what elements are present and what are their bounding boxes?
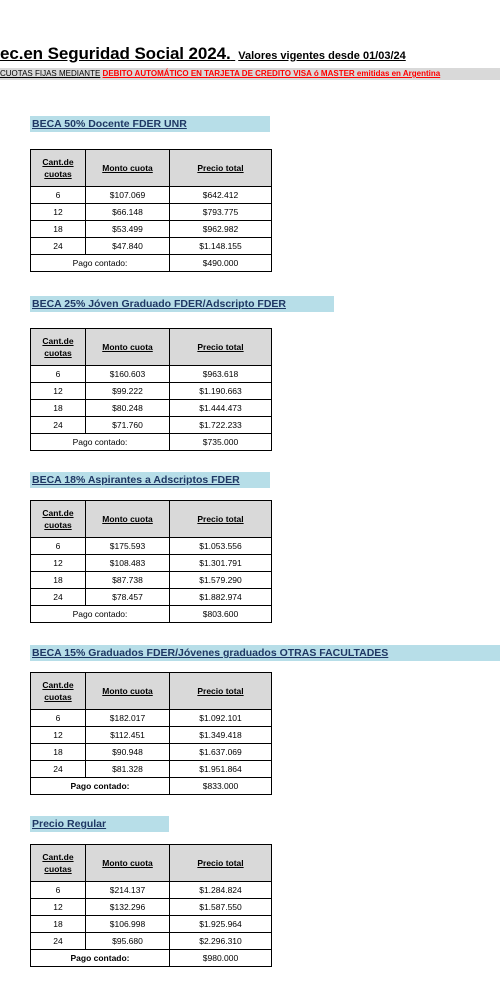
col-header-precio: Precio total	[170, 150, 272, 187]
contado-value: $803.600	[170, 606, 272, 623]
section-header: BECA 15% Graduados FDER/Jóvenes graduados OTRAS FACULTADES	[30, 645, 500, 661]
section-header: BECA 18% Aspirantes a Adscriptos FDER	[30, 472, 270, 488]
contado-label: Pago contado:	[31, 255, 170, 272]
notice-highlight: DEBITO AUTOMÁTICO EN TARJETA DE CREDITO VISA ó MASTER emitidas en Argentina	[102, 69, 441, 78]
precio-cell: $642.412	[170, 187, 272, 204]
price-table	[30, 844, 272, 967]
table-row	[31, 221, 272, 238]
cuotas-cell: 6	[31, 366, 86, 383]
table-header-row	[31, 845, 272, 882]
price-table	[30, 149, 272, 272]
col-header-monto: Monto cuota	[86, 329, 170, 366]
table-header-row	[31, 673, 272, 710]
cuotas-cell: 18	[31, 744, 86, 761]
monto-cell: $47.840	[86, 238, 170, 255]
table-row	[31, 417, 272, 434]
precio-cell: $793.775	[170, 204, 272, 221]
col-header-cuotas: Cant.de cuotas	[31, 845, 86, 882]
section-header: BECA 50% Docente FDER UNR	[30, 116, 270, 132]
monto-cell: $132.296	[86, 899, 170, 916]
precio-cell: $1.722.233	[170, 417, 272, 434]
col-header-cuotas: Cant.de cuotas	[31, 329, 86, 366]
contado-row	[31, 950, 272, 967]
precio-cell: $1.148.155	[170, 238, 272, 255]
monto-cell: $112.451	[86, 727, 170, 744]
precio-cell: $1.284.824	[170, 882, 272, 899]
table-row	[31, 187, 272, 204]
cuotas-cell: 24	[31, 761, 86, 778]
precio-cell: $1.579.290	[170, 572, 272, 589]
table-row	[31, 589, 272, 606]
table-row	[31, 366, 272, 383]
precio-cell: $963.618	[170, 366, 272, 383]
precio-cell: $1.190.663	[170, 383, 272, 400]
contado-row	[31, 606, 272, 623]
precio-cell: $1.092.101	[170, 710, 272, 727]
contado-label: Pago contado:	[31, 950, 170, 967]
cuotas-cell: 12	[31, 899, 86, 916]
monto-cell: $87.738	[86, 572, 170, 589]
cuotas-cell: 24	[31, 933, 86, 950]
table-row	[31, 899, 272, 916]
table-row	[31, 727, 272, 744]
page-title-text: ec.en Seguridad Social 2024.	[0, 44, 231, 63]
contado-value: $980.000	[170, 950, 272, 967]
section-header: BECA 25% Jóven Graduado FDER/Adscripto FDER	[30, 296, 334, 312]
col-header-precio: Precio total	[170, 501, 272, 538]
col-header-cuotas: Cant.de cuotas	[31, 150, 86, 187]
cuotas-cell: 6	[31, 187, 86, 204]
monto-cell: $99.222	[86, 383, 170, 400]
cuotas-cell: 24	[31, 589, 86, 606]
cuotas-cell: 18	[31, 400, 86, 417]
precio-cell: $1.882.974	[170, 589, 272, 606]
price-table	[30, 672, 272, 795]
col-header-precio: Precio total	[170, 845, 272, 882]
monto-cell: $71.760	[86, 417, 170, 434]
precio-cell: $1.053.556	[170, 538, 272, 555]
cuotas-cell: 18	[31, 916, 86, 933]
precio-cell: $1.444.473	[170, 400, 272, 417]
price-table	[30, 328, 272, 451]
col-header-monto: Monto cuota	[86, 673, 170, 710]
precio-cell: $1.637.069	[170, 744, 272, 761]
monto-cell: $66.148	[86, 204, 170, 221]
contado-label: Pago contado:	[31, 606, 170, 623]
contado-value: $735.000	[170, 434, 272, 451]
monto-cell: $53.499	[86, 221, 170, 238]
table-header-row	[31, 150, 272, 187]
monto-cell: $107.069	[86, 187, 170, 204]
monto-cell: $78.457	[86, 589, 170, 606]
monto-cell: $80.248	[86, 400, 170, 417]
monto-cell: $106.998	[86, 916, 170, 933]
table-row	[31, 538, 272, 555]
table-row	[31, 383, 272, 400]
precio-cell: $1.587.550	[170, 899, 272, 916]
monto-cell: $108.483	[86, 555, 170, 572]
table-header-row	[31, 329, 272, 366]
col-header-cuotas: Cant.de cuotas	[31, 673, 86, 710]
monto-cell: $81.328	[86, 761, 170, 778]
table-row	[31, 572, 272, 589]
payment-notice	[0, 68, 500, 80]
cuotas-cell: 6	[31, 882, 86, 899]
precio-cell: $2.296.310	[170, 933, 272, 950]
col-header-cuotas: Cant.de cuotas	[31, 501, 86, 538]
notice-prefix: CUOTAS FIJAS MEDIANTE	[0, 69, 101, 78]
table-row	[31, 744, 272, 761]
table-row	[31, 555, 272, 572]
precio-cell: $1.925.964	[170, 916, 272, 933]
cuotas-cell: 12	[31, 383, 86, 400]
cuotas-cell: 24	[31, 238, 86, 255]
cuotas-cell: 12	[31, 555, 86, 572]
table-row	[31, 933, 272, 950]
cuotas-cell: 18	[31, 572, 86, 589]
contado-row	[31, 255, 272, 272]
contado-label: Pago contado:	[31, 778, 170, 795]
monto-cell: $214.137	[86, 882, 170, 899]
contado-value: $490.000	[170, 255, 272, 272]
page-subtitle: Valores vigentes desde 01/03/24	[238, 50, 406, 62]
section-header: Precio Regular	[30, 816, 169, 832]
col-header-monto: Monto cuota	[86, 501, 170, 538]
cuotas-cell: 12	[31, 204, 86, 221]
cuotas-cell: 12	[31, 727, 86, 744]
table-row	[31, 916, 272, 933]
contado-value: $833.000	[170, 778, 272, 795]
table-row	[31, 238, 272, 255]
col-header-monto: Monto cuota	[86, 150, 170, 187]
table-row	[31, 882, 272, 899]
monto-cell: $182.017	[86, 710, 170, 727]
monto-cell: $90.948	[86, 744, 170, 761]
table-row	[31, 761, 272, 778]
monto-cell: $95.680	[86, 933, 170, 950]
precio-cell: $1.301.791	[170, 555, 272, 572]
contado-label: Pago contado:	[31, 434, 170, 451]
cuotas-cell: 6	[31, 710, 86, 727]
table-row	[31, 400, 272, 417]
table-row	[31, 204, 272, 221]
contado-row	[31, 434, 272, 451]
table-header-row	[31, 501, 272, 538]
monto-cell: $160.603	[86, 366, 170, 383]
contado-row	[31, 778, 272, 795]
precio-cell: $1.951.864	[170, 761, 272, 778]
page-title	[0, 44, 406, 64]
monto-cell: $175.593	[86, 538, 170, 555]
precio-cell: $1.349.418	[170, 727, 272, 744]
price-table	[30, 500, 272, 623]
col-header-monto: Monto cuota	[86, 845, 170, 882]
col-header-precio: Precio total	[170, 329, 272, 366]
cuotas-cell: 18	[31, 221, 86, 238]
col-header-precio: Precio total	[170, 673, 272, 710]
table-row	[31, 710, 272, 727]
cuotas-cell: 24	[31, 417, 86, 434]
precio-cell: $962.982	[170, 221, 272, 238]
cuotas-cell: 6	[31, 538, 86, 555]
